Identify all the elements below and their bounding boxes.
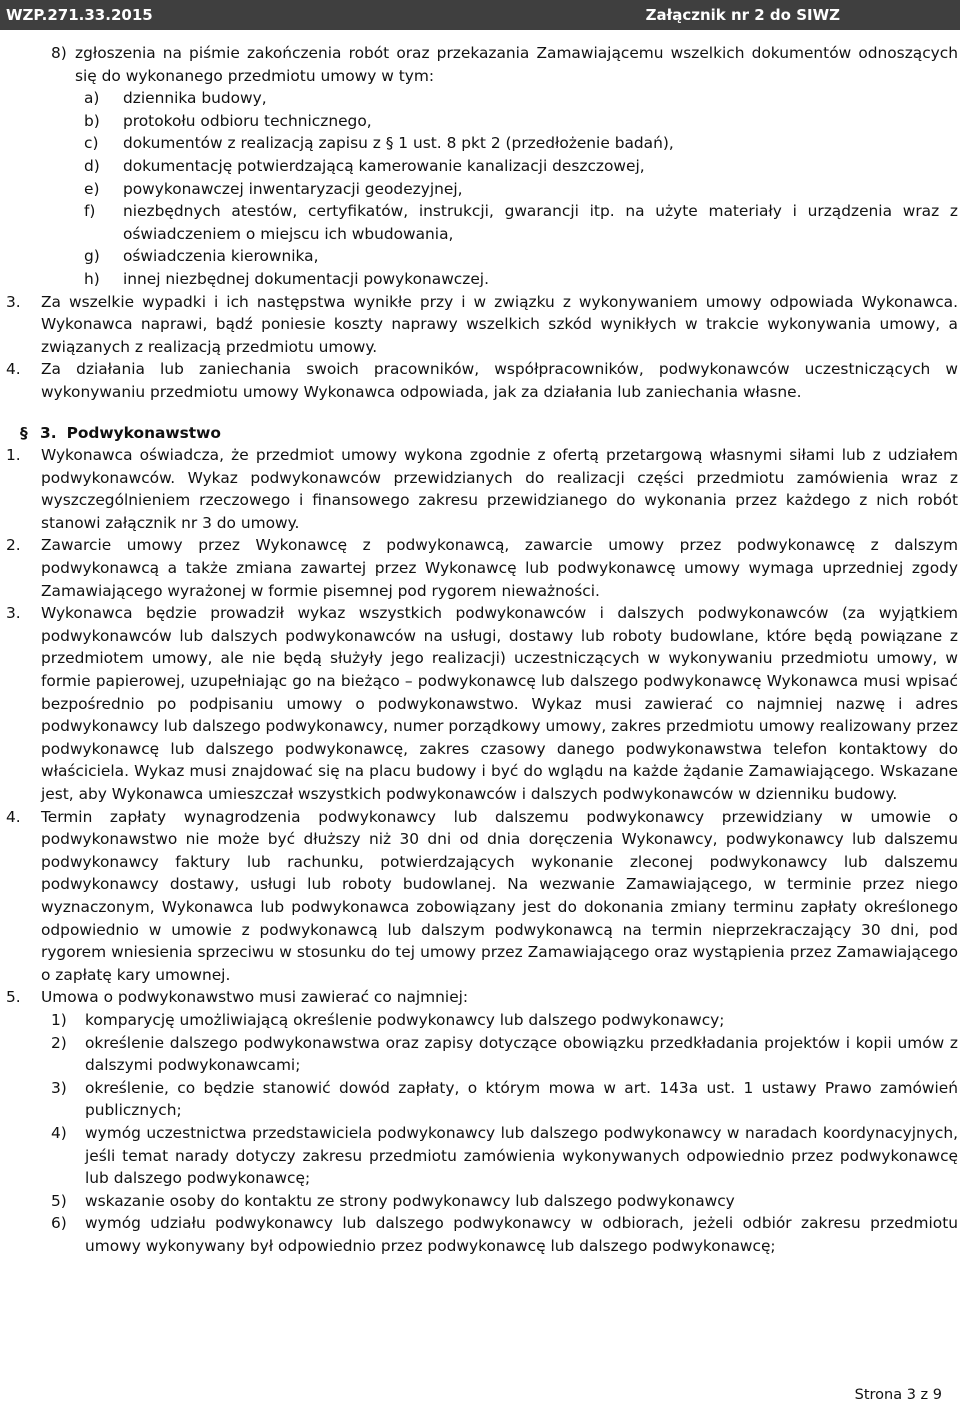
list-item-8 [6,42,958,87]
list-number: e) [84,179,100,198]
list-number: 3) [51,1078,67,1097]
list-text: określenie, co będzie stanowić dowód zapłaty, o którym mowa w art. 143a ust. 1 ustawy Prawo zamówień publicznych; [85,1078,958,1120]
document-body [6,42,958,1257]
list-text: oświadczenia kierownika, [123,247,319,266]
list-text: określenie dalszego podwykonawstwa oraz zapisy dotyczące obowiązku przedkładania projektów i kopii umów z dalszymi podwykonawcami; [85,1033,958,1075]
list-number: 3. [6,292,21,311]
list-text: Zawarcie umowy przez Wykonawcę z podwykonawcą, zawarcie umowy przez podwykonawcę z dalszym podwykonawcą a także zmiana zawartej przez Wykonawcę lub podwykonawcę umowy wymaga uprzedniej zgody Zamawiającego wyrażonej w formie pisemnej pod rygorem nieważności. [41,536,958,600]
section-symbol: § [20,423,28,442]
list-text: wskazanie osoby do kontaktu ze strony podwykonawcy lub dalszego podwykonawcy [85,1191,735,1210]
section3-item-1 [6,444,958,534]
list-text: niezbędnych atestów, certyfikatów, instrukcji, gwarancji itp. na użyte materiały i urządzenia wraz z oświadczeniem o miejscu ich wbudowania, [123,202,958,243]
header-attachment: Załącznik nr 2 do SIWZ [645,6,840,24]
sub-item-b [6,110,958,133]
list-number: 3. [6,604,21,623]
section-heading [6,404,958,445]
list-text: powykonawczej inwentaryzacji geodezyjnej, [123,179,463,198]
item5-sub-4 [6,1122,958,1190]
list-number: 4. [6,360,21,379]
list-number: 1. [6,446,21,465]
sub-item-h [6,268,958,291]
item5-sub-6 [6,1212,958,1257]
list-text: wymóg udziału podwykonawcy lub dalszego podwykonawcy w odbiorach, jeżeli odbiór zakresu przedmiotu umowy wykonywany był odpowiednio przez podwykonawcę lub dalszego podwykonawcę; [85,1214,958,1255]
item5-sub-5 [6,1190,958,1213]
sub-item-f [6,200,958,245]
list-number: 1) [51,1010,67,1029]
list-text: Za wszelkie wypadki i ich następstwa wynikłe przy i w związku z wykonywaniem umowy odpowiada Wykonawca. Wykonawca naprawi, bądź poniesie koszty naprawy wszelkich szkód wynikłych w trakcie wykonywania umowy, a związanych z realizacją przedmiotu umowy. [41,292,958,356]
list-text: komparycję umożliwiającą określenie podwykonawcy lub dalszego podwykonawcy; [85,1010,725,1029]
list-number: 5. [6,988,21,1007]
page-number: Strona 3 z 9 [854,1387,942,1403]
list-text: dokumentację potwierdzającą kamerowanie kanalizacji deszczowej, [123,156,645,175]
paragraph-4 [6,358,958,403]
list-number: 2. [6,536,21,555]
list-text: Wykonawca oświadcza, że przedmiot umowy wykona zgodnie z ofertą przetargową własnymi siłami lub z udziałem podwykonawców. Wykaz podwykonawców przewidzianych do realizacji części przedmiotu zamówienia wraz z wyszczególnieniem rzeczowego i finansowego zakresu przewidzianego do wykonania przez każdego z nich robót stanowi załącznik nr 3 do umowy. [41,446,958,532]
list-number: 2) [51,1033,67,1052]
section3-item-3 [6,602,958,805]
list-number: c) [84,134,99,153]
list-text: wymóg uczestnictwa przedstawiciela podwykonawcy lub dalszego podwykonawcy w naradach koordynacyjnych, jeśli temat narady dotyczy zakresu przedmiotu zamówienia wykonywanych odpowiednio przez podwykonawcę lub dalszego podwykonawcę; [85,1123,958,1188]
list-text: Umowa o podwykonawstwo musi zawierać co najmniej: [41,988,469,1007]
sub-item-e [6,178,958,201]
list-text: Wykonawca będzie prowadził wykaz wszystkich podwykonawców i dalszych podwykonawców (za wyjątkiem podwykonawców lub dalszych podwykonawców na usługi, dostawy lub roboty budowlane, które będą powiązane z przedmiotem umowy, ale nie będą służyły jego realizacji) uczestniczących w wykonywaniu przedmiotu umowy, w formie papierowej, uzupełniając go na bieżąco – podwykonawcę lub dalszego podwykonawcę Wykonawca musi wpisać bezpośrednio po podpisaniu umowy o podwykonawstwo. Wykaz musi zawierać co najmniej nazwę i adres podwykonawcy lub dalszego podwykonawcy, numer porządkowy umowy, zakres przedmiotu umowy realizowany przez podwykonawcę lub dalszego podwykonawcę, zakres czasowy danego podwykonawstwa telefon kontaktowy do właściciela. Wykaz musi znajdować się na placu budowy i być do wglądu na każde żądanie Zamawiającego. Wskazane jest, aby Wykonawca umieszczał wszystkich podwykonawców i dalszych podwykonawców w dzienniku budowy. [41,604,958,803]
list-text: dziennika budowy, [123,89,267,108]
list-text: protokołu odbioru technicznego, [123,111,372,130]
list-number: 4) [51,1123,67,1142]
sub-item-a [6,87,958,110]
item5-sub-1 [6,1009,958,1032]
page-header [0,0,960,30]
list-text: innej niezbędnej dokumentacji powykonawczej. [123,269,489,288]
list-number: h) [84,269,100,288]
list-number: g) [84,247,100,266]
list-text: Za działania lub zaniechania swoich pracowników, współpracowników, podwykonawców uczestniczących w wykonywaniu przedmiotu umowy Wykonawca odpowiada, jak za działania lub zaniechania własne. [41,360,958,401]
header-reference: WZP.271.33.2015 [6,6,153,24]
section3-item-5 [6,986,958,1009]
section-number: 3. [40,423,57,442]
list-number: b) [84,111,100,130]
item5-sub-3 [6,1077,958,1122]
list-text: dokumentów z realizacją zapisu z § 1 ust. 8 pkt 2 (przedłożenie badań), [123,134,674,153]
list-number: 5) [51,1191,67,1210]
sub-item-g [6,245,958,268]
sub-item-c [6,132,958,155]
paragraph-3 [6,291,958,359]
section3-item-2 [6,534,958,602]
section3-item-4 [6,806,958,987]
list-number: f) [84,202,96,221]
list-text: zgłoszenia na piśmie zakończenia robót oraz przekazania Zamawiającemu wszelkich dokumentów odnoszących się do wykonanego przedmiotu umowy w tym: [75,44,958,85]
list-number: 6) [51,1214,67,1233]
list-number: d) [84,156,100,175]
sub-item-d [6,155,958,178]
list-number: a) [84,89,100,108]
item5-sub-2 [6,1032,958,1077]
list-number: 8) [51,44,67,62]
list-text: Termin zapłaty wynagrodzenia podwykonawcy lub dalszemu podwykonawcy przewidziany w umowie o podwykonawstwo nie może być dłuższy niż 30 dni od dnia doręczenia Wykonawcy, podwykonawcy lub dalszemu podwykonawcy faktury lub rachunku, potwierdzających wykonanie zleconej podwykonawcy lub dalszemu podwykonawcy dostawy, usługi lub roboty budowlanej. Na wezwanie Zamawiającego, w terminie przez niego wyznaczonym, Wykonawca lub podwykonawca zobowiązany jest do dokonania zmiany terminu zapłaty określonego odpowiednio w umowie z podwykonawcą lub dalszym podwykonawcą na termin nieprzekraczający 30 dni, pod rygorem wniesienia sprzeciwu w stosunku do tej umowy przez Zamawiającego oraz wystąpienia przez Zamawiającego o zapłatę kary umownej. [41,807,958,984]
section-title: Podwykonawstwo [66,423,221,442]
list-number: 4. [6,807,21,826]
